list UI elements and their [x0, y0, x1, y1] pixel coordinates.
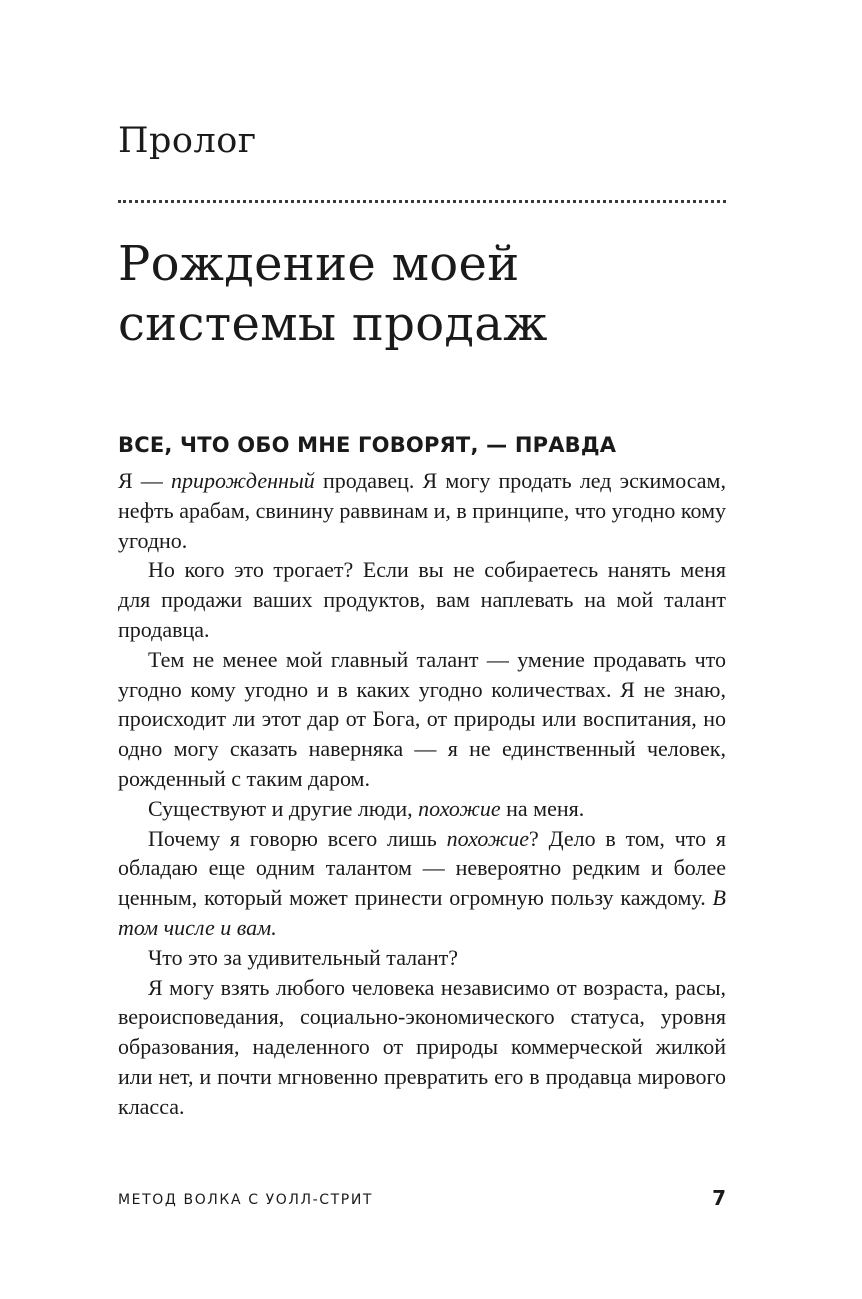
- paragraph-5-text-a: Почему я говорю всего лишь: [148, 825, 447, 851]
- paragraph-5: [118, 824, 726, 943]
- paragraph-5-emphasis-2: В том числе и вам.: [118, 885, 726, 940]
- paragraph-1-emphasis: прирожденный: [171, 468, 315, 493]
- paragraph-1-text-a: Я —: [118, 468, 171, 493]
- chapter-title: [118, 234, 758, 354]
- chapter-label: Пролог: [118, 121, 257, 161]
- body-text: [118, 466, 726, 1122]
- paragraph-1: [118, 466, 726, 555]
- chapter-title-line-2: системы продаж: [118, 296, 548, 352]
- paragraph-4-text-a: Существуют и другие люди,: [148, 795, 419, 821]
- dotted-divider: [118, 200, 726, 203]
- paragraph-5-emphasis: похожие: [446, 825, 530, 851]
- paragraph-7: Я могу взять любого человека независимо от возраста, расы, вероисповедания, социально-экономического статуса, уровня образования, наделенного от природы коммерческой жилкой или нет, и почти мгновенно превратить его в продавца мирового класса.: [118, 974, 726, 1119]
- page-number: 7: [712, 1186, 726, 1210]
- paragraph-1-text-b: продавец. Я могу продать лед эскимосам, нефть арабам, свинину раввинам и, в принципе, что угодно кому угодно.: [118, 468, 726, 553]
- running-footer-title: МЕТОД ВОЛКА С УОЛЛ-СТРИТ: [118, 1192, 374, 1208]
- paragraph-3: Тем не менее мой главный талант — умение продавать что угодно кому угодно и в каких угодно количествах. Я не знаю, происходит ли этот дар от Бога, от природы или воспитания, но одно могу сказать наверняка — я не единственный человек, рожденный с таким даром.: [118, 646, 726, 791]
- paragraph-4-text-b: на меня.: [500, 795, 585, 821]
- section-heading: ВСЕ, ЧТО ОБО МНЕ ГОВОРЯТ, — ПРАВДА: [118, 433, 617, 457]
- chapter-title-line-1: Рождение моей: [118, 236, 520, 292]
- paragraph-6: Что это за удивительный талант?: [148, 944, 459, 970]
- paragraph-4: [118, 794, 726, 824]
- paragraph-2: Но кого это трогает? Если вы не собираетесь нанять меня для продажи ваших продуктов, вам наплевать на мой талант продавца.: [118, 557, 726, 642]
- paragraph-5-text-b: ? Дело в том, что я обладаю еще одним талантом — невероятно редким и более ценным, который может принести огромную пользу каждому.: [118, 825, 726, 911]
- paragraph-4-emphasis: похожие: [418, 795, 501, 821]
